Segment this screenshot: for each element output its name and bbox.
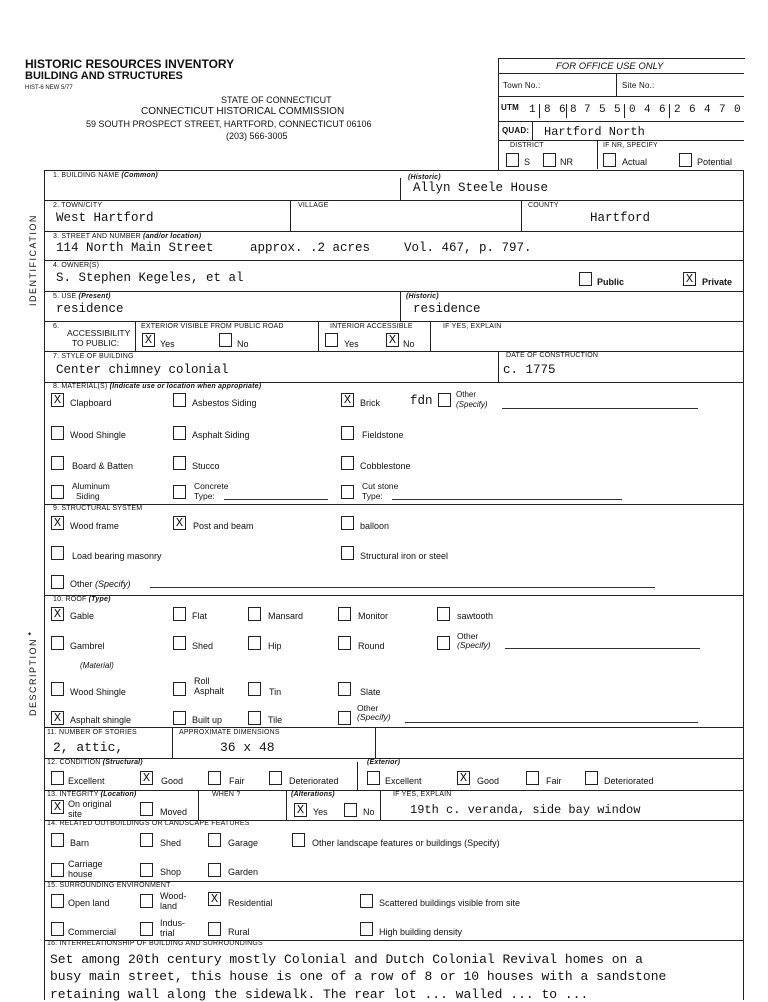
shed-roof-label: Shed xyxy=(192,641,214,651)
utm-digit: 5 xyxy=(614,104,621,116)
struct-deteriorated-checkbox[interactable] xyxy=(269,771,282,785)
nr-specify-label: IF NR, SPECIFY xyxy=(603,142,658,149)
f6-explain-label: IF YES, EXPLAIN xyxy=(443,323,502,330)
aluminum-label-2: Siding xyxy=(76,491,100,501)
rural-checkbox[interactable] xyxy=(208,922,221,936)
sawtooth-label: sawtooth xyxy=(457,611,494,621)
asphalt-siding-label: Asphalt Siding xyxy=(192,430,250,440)
open-land-checkbox[interactable] xyxy=(51,894,64,908)
structural-iron-checkbox[interactable] xyxy=(341,546,354,560)
f12-structural-tag: (Structural) xyxy=(102,759,143,766)
f1-common-tag: (Common) xyxy=(121,172,158,179)
style-value: Center chimney colonial xyxy=(56,363,229,377)
concrete-label: Concrete xyxy=(194,481,229,491)
f13-label xyxy=(47,791,136,798)
f1-label xyxy=(53,172,158,179)
rural-label: Rural xyxy=(228,927,250,937)
wood-frame-label: Wood frame xyxy=(70,521,119,531)
f2-village-label: VILLAGE xyxy=(298,202,329,209)
outbuilding-shed-checkbox[interactable] xyxy=(140,833,153,847)
flat-label: Flat xyxy=(192,611,208,621)
district-s-checkbox[interactable] xyxy=(506,153,519,167)
interior-yes-checkbox[interactable] xyxy=(325,333,338,347)
f13-when-label: WHEN ? xyxy=(212,791,241,798)
owner-private-checkbox[interactable]: X xyxy=(683,272,696,286)
f8-label xyxy=(53,383,261,390)
woodland-label-1: Wood- xyxy=(160,891,187,901)
f14-label: 14. RELATED OUTBUILDINGS OR LANDSCAPE FEATURES xyxy=(47,820,250,827)
district-nr-checkbox[interactable] xyxy=(543,153,556,167)
alterations-no-checkbox[interactable] xyxy=(344,803,357,817)
f5-label xyxy=(53,293,111,300)
owner-value: S. Stephen Kegeles, et al xyxy=(56,271,244,285)
commission-phone: (203) 566-3005 xyxy=(226,131,288,141)
nr-potential-label: Potential xyxy=(697,157,733,167)
clapboard-checkbox[interactable]: X xyxy=(51,393,64,407)
concrete-type-label: Type: xyxy=(194,491,215,501)
cut-stone-label: Cut stone xyxy=(362,481,399,491)
f12-label xyxy=(47,759,143,766)
to-public-label: TO PUBLIC: xyxy=(72,338,120,348)
structure-other-text: Other xyxy=(70,579,93,589)
interrelationship-line-2: busy main street, this house is one of a row of 8 or 10 houses with a sandstone xyxy=(50,969,667,984)
balloon-label: balloon xyxy=(360,521,390,531)
residential-checkbox[interactable]: X xyxy=(208,892,221,906)
f10-label-text: 10. ROOF xyxy=(53,596,87,603)
garden-label: Garden xyxy=(228,867,259,877)
f15-label: 15. SURROUNDING ENVIRONMENT xyxy=(47,882,171,889)
interior-no-checkbox[interactable]: X xyxy=(386,333,399,347)
utm-digit: 7 xyxy=(584,104,591,116)
f8-label-text: 8. MATERIAL(S) xyxy=(53,383,108,390)
asbestos-checkbox[interactable] xyxy=(173,393,186,407)
garden-checkbox[interactable] xyxy=(208,863,221,877)
asbestos-label: Asbestos Siding xyxy=(192,398,257,408)
slate-checkbox[interactable] xyxy=(338,682,351,696)
tile-checkbox[interactable] xyxy=(248,711,261,725)
fieldstone-checkbox[interactable] xyxy=(341,426,354,440)
roof-wood-shingle-checkbox[interactable] xyxy=(51,682,64,696)
f6-num: 6. xyxy=(53,323,60,330)
interrelationship-line-1: Set among 20th century mostly Colonial and Dutch Colonial Revival homes on a xyxy=(50,952,643,967)
stucco-checkbox[interactable] xyxy=(173,456,186,470)
f7-date-label: DATE OF CONSTRUCTION xyxy=(506,352,599,359)
roof-material-other-checkbox[interactable] xyxy=(338,711,351,725)
f3-label-text: 3. STREET AND NUMBER xyxy=(53,233,141,240)
outbuilding-shed-label: Shed xyxy=(160,838,182,848)
industrial-label-1: Indus- xyxy=(160,918,186,928)
description-side-label: DESCRIPTION xyxy=(28,637,38,716)
exterior-no-checkbox[interactable] xyxy=(219,333,232,347)
gambrel-label: Gambrel xyxy=(70,641,105,651)
cut-stone-checkbox[interactable] xyxy=(341,485,354,499)
barn-checkbox[interactable] xyxy=(51,833,64,847)
wood-shingle-checkbox[interactable] xyxy=(51,426,64,440)
f13-explain-label: IF YES, EXPLAIN xyxy=(393,791,452,798)
roll-asphalt-label: Asphalt xyxy=(194,686,225,696)
form-subtitle: BUILDING AND STRUCTURES xyxy=(25,70,183,82)
round-label: Round xyxy=(358,641,385,651)
struct-fair-label: Fair xyxy=(229,776,245,786)
dimensions-value: 36 x 48 xyxy=(220,740,275,755)
post-beam-label: Post and beam xyxy=(193,521,254,531)
roof-wood-shingle-label: Wood Shingle xyxy=(70,687,126,697)
f7-label: 7. STYLE OF BUILDING xyxy=(53,353,134,360)
alterations-yes-checkbox[interactable]: X xyxy=(294,803,307,817)
utm-digit: 5 xyxy=(599,104,606,116)
ext-excellent-checkbox[interactable] xyxy=(367,771,380,785)
structure-specify-text: (Specify) xyxy=(95,579,131,589)
asphalt-shingle-label: Asphalt shingle xyxy=(70,715,132,725)
form-title: HISTORIC RESOURCES INVENTORY xyxy=(25,57,235,71)
asphalt-shingle-checkbox[interactable]: X xyxy=(51,711,64,725)
struct-excellent-label: Excellent xyxy=(68,776,105,786)
f11-label: 11. NUMBER OF STORIES xyxy=(47,729,137,736)
other-landscape-checkbox[interactable] xyxy=(292,833,305,847)
structural-iron-label: Structural iron or steel xyxy=(360,551,449,561)
garage-label: Garage xyxy=(228,838,259,848)
material-other-checkbox[interactable] xyxy=(438,393,451,407)
identification-side-label: IDENTIFICATION xyxy=(28,214,38,306)
tin-checkbox[interactable] xyxy=(248,682,261,696)
concrete-checkbox[interactable] xyxy=(173,485,186,499)
district-label: DISTRICT xyxy=(510,142,544,149)
utm-digit: 6 xyxy=(659,104,666,116)
lot-acres: approx. .2 acres xyxy=(250,241,371,255)
balloon-checkbox[interactable] xyxy=(341,516,354,530)
alterations-value: 19th c. veranda, side bay window xyxy=(410,803,641,817)
f1-historic-tag: (Historic) xyxy=(408,174,441,181)
ext-deteriorated-checkbox[interactable] xyxy=(585,771,598,785)
industrial-checkbox[interactable] xyxy=(140,922,153,936)
f11-dim-label: APPROXIMATE DIMENSIONS xyxy=(179,729,280,736)
office-use-title: FOR OFFICE USE ONLY xyxy=(556,61,664,72)
f5-present-tag: (Present) xyxy=(78,293,111,300)
sawtooth-checkbox[interactable] xyxy=(437,607,450,621)
town-no-label: Town No.: xyxy=(503,81,541,90)
state-name: STATE OF CONNECTICUT xyxy=(221,95,332,105)
f16-label: 16. INTERRELATIONSHIP OF BUILDING AND SURROUNDINGS xyxy=(47,940,263,947)
f13-label-text: 13. INTEGRITY xyxy=(47,791,99,798)
cobblestone-checkbox[interactable] xyxy=(341,456,354,470)
material-other-label: Other xyxy=(456,390,477,399)
roof-other-label: Other xyxy=(457,631,479,641)
roof-material-other-label: Other xyxy=(357,703,379,713)
commission-name: CONNECTICUT HISTORICAL COMMISSION xyxy=(141,106,345,117)
garage-checkbox[interactable] xyxy=(208,833,221,847)
f2-county-label: COUNTY xyxy=(528,202,559,209)
board-batten-checkbox[interactable] xyxy=(51,456,64,470)
date-value: c. 1775 xyxy=(503,363,556,377)
f8-label-suffix: (Indicate use or location when appropriate) xyxy=(109,383,262,390)
exterior-visible-label: EXTERIOR VISIBLE FROM PUBLIC ROAD xyxy=(141,323,284,330)
ext-good-checkbox[interactable]: X xyxy=(457,771,470,785)
gambrel-checkbox[interactable] xyxy=(51,636,64,650)
load-bearing-label: Load bearing masonry xyxy=(72,551,162,561)
aluminum-checkbox[interactable] xyxy=(51,485,64,499)
hip-label: Hip xyxy=(268,641,282,651)
utm-digit: 0 xyxy=(734,104,741,116)
owner-public-checkbox[interactable] xyxy=(579,272,592,286)
roof-other-checkbox[interactable] xyxy=(437,636,450,650)
utm-digit: 2 xyxy=(674,104,681,116)
fieldstone-label: Fieldstone xyxy=(362,430,404,440)
post-beam-checkbox[interactable]: X xyxy=(173,516,186,530)
exterior-yes-checkbox[interactable]: X xyxy=(142,333,155,347)
f2-label: 2. TOWN/CITY xyxy=(53,202,103,209)
struct-deteriorated-label: Deteriorated xyxy=(289,776,339,786)
utm-label: UTM xyxy=(501,103,519,112)
exterior-no-label: No xyxy=(237,339,249,349)
tin-label: Tin xyxy=(269,687,282,697)
industrial-label-2: trial xyxy=(160,928,175,938)
alterations-no-label: No xyxy=(363,807,375,817)
original-site-checkbox[interactable]: X xyxy=(51,800,64,814)
utm-digit: 7 xyxy=(719,104,726,116)
brick-label: Brick xyxy=(360,398,380,408)
f10-type-tag: (Type) xyxy=(88,596,111,603)
cobblestone-label: Cobblestone xyxy=(360,461,411,471)
owner-public-label: Public xyxy=(597,277,625,287)
district-nr-label: NR xyxy=(560,157,573,167)
shop-checkbox[interactable] xyxy=(140,863,153,877)
quad-label: QUAD: xyxy=(502,126,530,135)
struct-good-checkbox[interactable]: X xyxy=(140,771,153,785)
load-bearing-checkbox[interactable] xyxy=(51,546,64,560)
district-s-label: S xyxy=(524,157,531,167)
f3-label xyxy=(53,233,201,240)
nr-actual-checkbox[interactable] xyxy=(603,153,616,167)
commission-address: 59 SOUTH PROSPECT STREET, HARTFORD, CONNECTICUT 06106 xyxy=(86,119,372,129)
ext-fair-checkbox[interactable] xyxy=(526,771,539,785)
commercial-checkbox[interactable] xyxy=(51,922,64,936)
asphalt-siding-checkbox[interactable] xyxy=(173,426,186,440)
ext-excellent-label: Excellent xyxy=(385,776,422,786)
cut-stone-type-label: Type: xyxy=(362,491,383,501)
f3-label-suffix: (and/or location) xyxy=(143,233,202,240)
struct-fair-checkbox[interactable] xyxy=(208,771,221,785)
county-value: Hartford xyxy=(590,211,651,225)
scattered-buildings-checkbox[interactable] xyxy=(360,894,373,908)
building-name-historic: Allyn Steele House xyxy=(413,181,549,195)
moved-checkbox[interactable] xyxy=(140,802,153,816)
mansard-label: Mansard xyxy=(268,611,304,621)
flat-checkbox[interactable] xyxy=(173,607,186,621)
exterior-yes-label: Yes xyxy=(160,339,175,349)
carriage-house-checkbox[interactable] xyxy=(51,863,64,877)
built-up-label: Built up xyxy=(192,715,223,725)
woodland-label-2: land xyxy=(160,901,178,911)
round-checkbox[interactable] xyxy=(338,636,351,650)
slate-label: Slate xyxy=(360,687,381,697)
struct-excellent-checkbox[interactable] xyxy=(51,771,64,785)
utm-digit: 8 xyxy=(544,104,551,116)
ext-deteriorated-label: Deteriorated xyxy=(604,776,654,786)
ext-good-label: Good xyxy=(477,776,500,786)
f1-label-text: 1. BUILDING NAME xyxy=(53,172,120,179)
aluminum-label-1: Aluminum xyxy=(72,481,110,491)
monitor-label: Monitor xyxy=(358,611,389,621)
wood-shingle-label: Wood Shingle xyxy=(70,430,126,440)
accessibility-label: ACCESSIBILITY xyxy=(67,328,131,338)
gable-checkbox[interactable]: X xyxy=(51,607,64,621)
stucco-label: Stucco xyxy=(192,461,220,471)
high-density-checkbox[interactable] xyxy=(360,922,373,936)
stories-value: 2, attic, xyxy=(53,740,124,755)
f13-location-tag: (Location) xyxy=(100,791,137,798)
carriage-label-2: house xyxy=(68,869,93,879)
barn-label: Barn xyxy=(70,838,90,848)
roof-material-tag: (Material) xyxy=(80,661,114,670)
roof-specify-label: (Specify) xyxy=(457,640,491,650)
hip-checkbox[interactable] xyxy=(248,636,261,650)
clapboard-label: Clapboard xyxy=(70,398,112,408)
roll-asphalt-checkbox[interactable] xyxy=(173,682,186,696)
brick-checkbox[interactable]: X xyxy=(341,393,354,407)
present-use-value: residence xyxy=(56,302,124,316)
historic-use-value: residence xyxy=(413,302,481,316)
interior-yes-label: Yes xyxy=(344,339,359,349)
struct-good-label: Good xyxy=(161,776,184,786)
commercial-label: Commercial xyxy=(68,927,117,937)
f4-label: 4. OWNER(S) xyxy=(53,262,100,269)
brick-note: fdn xyxy=(410,394,433,408)
tile-label: Tile xyxy=(268,715,283,725)
utm-digit: 8 xyxy=(570,104,577,116)
material-specify-label: (Specify) xyxy=(456,400,488,409)
f5-historic-tag: (Historic) xyxy=(406,293,439,300)
owner-private-label: Private xyxy=(702,277,733,287)
form-id: HIST-6 NEW 5/77 xyxy=(25,85,73,91)
residential-label: Residential xyxy=(228,898,273,908)
utm-digit: 1 xyxy=(529,104,536,116)
carriage-label-1: Carriage xyxy=(68,859,103,869)
wood-frame-checkbox[interactable]: X xyxy=(51,516,64,530)
moved-label: Moved xyxy=(160,807,188,817)
utm-digit: 4 xyxy=(704,104,711,116)
structure-other-label xyxy=(70,580,131,589)
alterations-yes-label: Yes xyxy=(313,807,328,817)
street-value: 114 North Main Street xyxy=(56,241,214,255)
woodland-checkbox[interactable] xyxy=(140,894,153,908)
roof-material-specify-label: (Specify) xyxy=(357,712,391,722)
utm-digit: 4 xyxy=(644,104,651,116)
nr-potential-checkbox[interactable] xyxy=(679,153,692,167)
site-no-label: Site No.: xyxy=(622,81,655,90)
f5-label-text: 5. USE xyxy=(53,293,77,300)
f10-label xyxy=(53,596,111,603)
utm-digit: 6 xyxy=(689,104,696,116)
f9-label: 9. STRUCTURAL SYSTEM xyxy=(53,505,143,512)
original-site-label-2: site xyxy=(68,809,83,819)
deed-volume: Vol. 467, p. 797. xyxy=(404,241,532,255)
board-batten-label: Board & Batten xyxy=(72,461,134,471)
ext-fair-label: Fair xyxy=(546,776,562,786)
high-density-label: High building density xyxy=(379,927,463,937)
margin-dot: • xyxy=(28,629,32,639)
interior-no-label: No xyxy=(403,339,415,349)
shop-label: Shop xyxy=(160,867,182,877)
mansard-checkbox[interactable] xyxy=(248,607,261,621)
gable-label: Gable xyxy=(70,611,95,621)
interior-accessible-label: INTERIOR ACCESSIBLE xyxy=(330,323,413,330)
structure-other-checkbox[interactable] xyxy=(51,575,64,589)
f12-label-text: 12. CONDITION xyxy=(47,759,101,766)
interrelationship-line-3: retaining wall along the sidewalk. The rear lot ... walled ... to ... xyxy=(50,987,589,1002)
f12-exterior-tag: (Exterior) xyxy=(367,759,401,766)
f13-alterations-tag: (Alterations) xyxy=(291,791,335,798)
quad-value: Hartford North xyxy=(544,125,645,139)
open-land-label: Open land xyxy=(68,898,110,908)
original-site-label-1: On original xyxy=(68,799,112,809)
town-value: West Hartford xyxy=(56,211,154,225)
nr-actual-label: Actual xyxy=(622,157,648,167)
shed-roof-checkbox[interactable] xyxy=(173,636,186,650)
built-up-checkbox[interactable] xyxy=(173,711,186,725)
roll-label: Roll xyxy=(194,676,210,686)
utm-digit: 6 xyxy=(559,104,566,116)
other-landscape-label: Other landscape features or buildings (Specify) xyxy=(312,838,500,848)
utm-digit: 0 xyxy=(629,104,636,116)
scattered-buildings-label: Scattered buildings visible from site xyxy=(379,898,521,908)
monitor-checkbox[interactable] xyxy=(338,607,351,621)
